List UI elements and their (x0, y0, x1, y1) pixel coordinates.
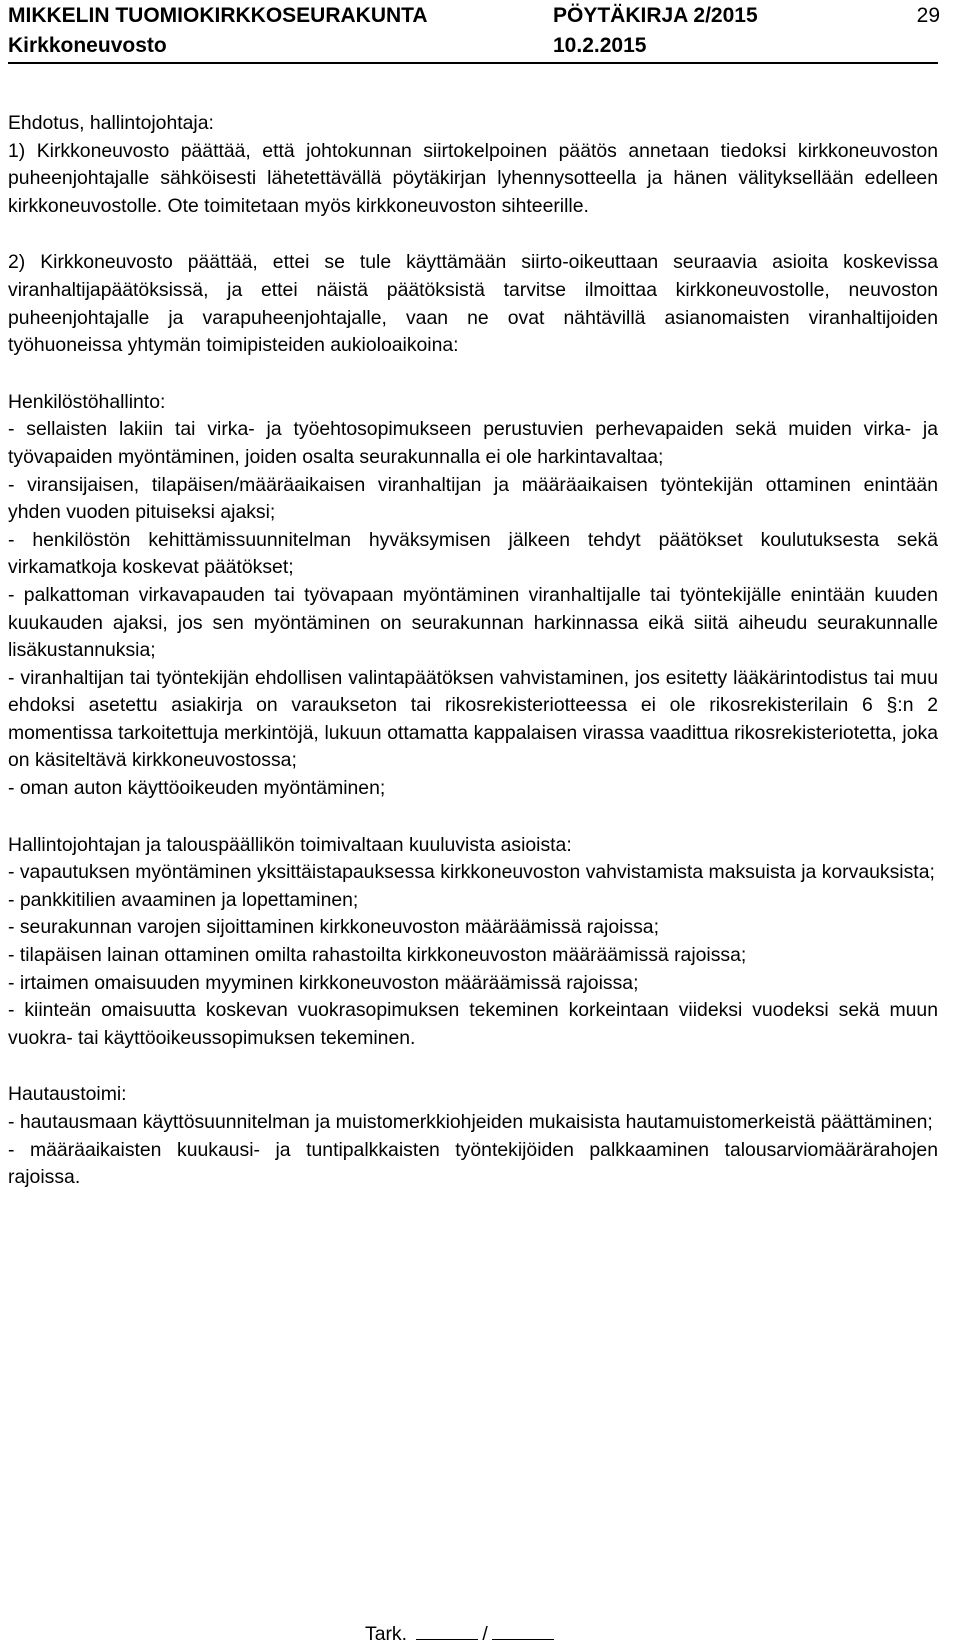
spacer (8, 803, 938, 832)
list-item: - palkattoman virkavapauden tai työvapaan myöntäminen viranhaltijalle tai työntekijälle enintään kuuden kuukauden ajaksi, jos sen myöntäminen on seurakunnan harkinnassa eikä siitä aiheudu seurakunnalle lisäkustannuksia; (8, 583, 938, 662)
body-name: Kirkkoneuvosto (8, 34, 167, 57)
initials-blank-2[interactable] (492, 1639, 554, 1640)
header-line-2 (8, 30, 944, 60)
proposal-heading: Ehdotus, hallintojohtaja: (8, 112, 214, 134)
organization-name: MIKKELIN TUOMIOKIRKKOSEURAKUNTA (8, 4, 428, 27)
initials-blank-1[interactable] (416, 1639, 478, 1640)
list-item: - henkilöstön kehittämissuunnitelman hyväksymisen jälkeen tehdyt päätökset koulutuksesta sekä virkamatkoja koskevat päätökset; (8, 528, 938, 579)
list-item: - kiinteän omaisuutta koskevan vuokrasopimuksen tekeminen korkeintaan viideksi vuodeksi sekä muun vuokra- tai käyttöoikeussopimuksen tekeminen. (8, 999, 938, 1049)
list-item: - oman auton käyttöoikeuden myöntäminen; (8, 777, 386, 800)
section-heading-hallintojohtaja: Hallintojohtajan ja talouspäällikön toimivaltaan kuuluvista asioista: (8, 833, 572, 856)
list-item: - viransijaisen, tilapäisen/määräaikaisen viranhaltijan ja määräaikaisen työntekijän ottaminen enintään yhden vuoden pituiseksi ajaksi; (8, 473, 938, 524)
list-item: - vapautuksen myöntäminen yksittäistapauksessa kirkkoneuvoston vahvistamista maksuista ja korvauksista; (8, 861, 935, 884)
list-item: - seurakunnan varojen sijoittaminen kirkkoneuvoston määräämissä rajoissa; (8, 916, 659, 939)
header-line-1 (8, 0, 944, 32)
meeting-date: 10.2.2015 (553, 34, 647, 57)
list-item: - irtaimen omaisuuden myyminen kirkkoneuvoston määräämissä rajoissa; (8, 971, 639, 994)
page-footer (365, 1623, 558, 1646)
page-number: 29 (916, 4, 940, 27)
document-body (8, 110, 938, 1192)
proposal-item-1: 1) Kirkkoneuvosto päättää, että johtokunnan siirtokelpoinen päätös annetaan tiedoksi kirkkoneuvoston puheenjohtajalle sähköisesti lähetettävällä pöytäkirjan lyhennysotteella ja hänen välityksellään edelleen kirkkoneuvostolle. Ote toimitetaan myös kirkkoneuvoston sihteerille. (8, 139, 938, 217)
spacer (8, 360, 938, 389)
section-heading-hautaustoimi: Hautaustoimi: (8, 1083, 127, 1106)
proposal-item-2: 2) Kirkkoneuvosto päättää, ettei se tule käyttämään siirto-oikeuttaan seuraavia asioita koskevissa viranhaltijapäätöksissä, ja ettei näistä päätöksistä tarvitse ilmoittaa kirkkoneuvostolle, neuvoston puheenjohtajalle ja varapuheenjohtajalle, vaan ne ovat nähtävillä asianomaisten viranhaltijoiden työhuoneissa yhtymän toimipisteiden aukioloaikoina: (8, 251, 938, 357)
page-header (8, 0, 944, 62)
initials-separator: / (482, 1623, 488, 1645)
spacer (8, 220, 938, 249)
document-type: PÖYTÄKIRJA 2/2015 (553, 4, 758, 27)
header-rule (8, 62, 938, 64)
list-item: - määräaikaisten kuukausi- ja tuntipalkkaisten työntekijöiden palkkaaminen talousarviomäärärahojen rajoissa. (8, 1138, 938, 1189)
list-item: - pankkitilien avaaminen ja lopettaminen; (8, 888, 359, 911)
list-item: - sellaisten lakiin tai virka- ja työehtosopimukseen perustuvien perhevapaiden sekä muiden virka- ja työvapaiden myöntäminen, joiden osalta seurakunnalla ei ole harkintavaltaa; (8, 418, 938, 468)
list-item: - tilapäisen lainan ottaminen omilta rahastoilta kirkkoneuvoston määräämissä rajoissa; (8, 944, 747, 967)
list-item: - hautausmaan käyttösuunnitelman ja muistomerkkiohjeiden mukaisista hautamuistomerkeistä päättäminen; (8, 1111, 933, 1133)
spacer (8, 1052, 938, 1081)
section-heading-henkilostohallinto: Henkilöstöhallinto: (8, 390, 166, 413)
list-item: - viranhaltijan tai työntekijän ehdollisen valintapäätöksen vahvistaminen, jos esitetty lääkärintodistus tai muu ehdoksi asetettu asiakirja on varaukseton tai rikosrekisteriotteessa ei ole rikosrekisterilain 6 §:n 2 momentissa tarkoitettuja merkintöjä, lukuun ottamatta kappalaisen virassa vaadittua rikosrekisteriotetta, joka on käsiteltävä kirkkoneuvostossa; (8, 666, 938, 772)
tark-label: Tark. (365, 1623, 408, 1645)
